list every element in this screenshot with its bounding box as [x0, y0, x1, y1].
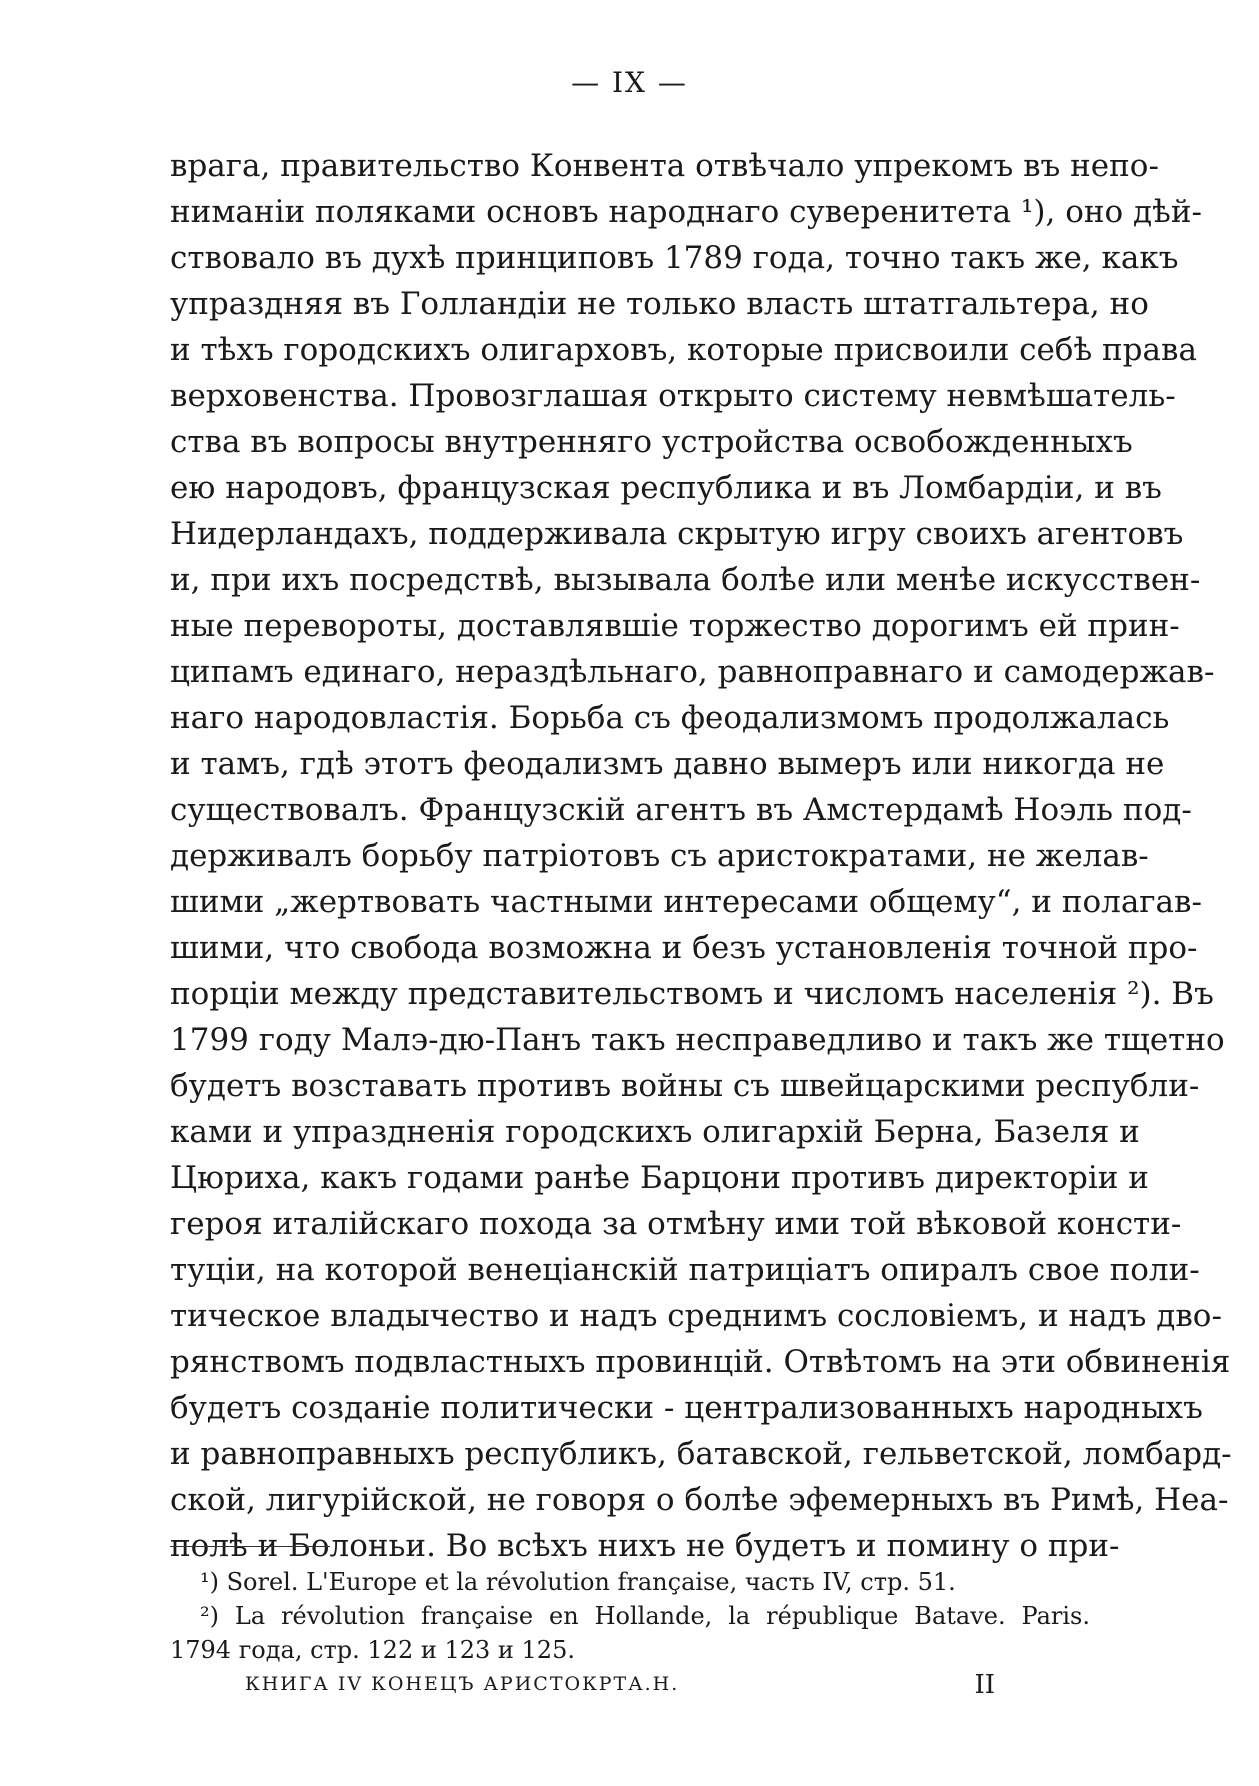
text-line: и тамъ, гдѣ этотъ феодализмъ давно вымеръ или никогда не: [170, 746, 1165, 782]
text-line: рянствомъ подвластныхъ провинцій. Отвѣтомъ на эти обвиненія: [170, 1344, 1231, 1380]
text-line: ствовало въ духѣ принциповъ 1789 года, точно такъ же, какъ: [170, 240, 1179, 276]
text-line: верховенства. Провозглашая открыто систему невмѣшатель-: [170, 378, 1176, 414]
text-line: тическое владычество и надъ среднимъ сословіемъ, и надъ дво-: [170, 1298, 1222, 1334]
text-line: ской, лигурійской, не говоря о болѣе эфемерныхъ въ Римѣ, Неа-: [170, 1482, 1229, 1518]
text-line: Нидерландахъ, поддерживала скрытую игру своихъ агентовъ: [170, 516, 1184, 552]
text-line: шими „жертвовать частными интересами общему“, и полагав-: [170, 884, 1202, 920]
footnote-1: ¹) Sorel. L'Europe et la révolution française, часть IV, стр. 51.: [200, 1568, 956, 1596]
text-line: существовалъ. Французскій агентъ въ Амстердамѣ Ноэль под-: [170, 792, 1192, 828]
text-line: порціи между представительствомъ и числомъ населенія ²). Въ: [170, 976, 1214, 1012]
sheet-number: II: [974, 1670, 995, 1700]
text-line: и тѣхъ городскихъ олигарховъ, которые присвоили себѣ права: [170, 332, 1197, 368]
text-line: Цюриха, какъ годами ранѣе Барцони противъ директоріи и: [170, 1160, 1149, 1196]
text-line: героя италійскаго похода за отмѣну ими той вѣковой консти-: [170, 1206, 1182, 1242]
text-line: наго народовластія. Борьба съ феодализмомъ продолжалась: [170, 700, 1170, 736]
footnote-divider: [170, 1546, 330, 1547]
text-line: шими, что свобода возможна и безъ установленія точной про-: [170, 930, 1198, 966]
text-line: и, при ихъ посредствѣ, вызывала болѣе или менѣе искусствен-: [170, 562, 1201, 598]
text-line: ные перевороты, доставлявшіе торжество дорогимъ ей прин-: [170, 608, 1180, 644]
page-number: — IX —: [571, 66, 688, 99]
text-line: будетъ созданіе политически - централизованныхъ народныхъ: [170, 1390, 1203, 1426]
text-line: ниманіи поляками основъ народнаго суверенитета ¹), оно дѣй-: [170, 194, 1202, 230]
signature-mark: КНИГА IV КОНЕЦЪ АРИСТОКРТА.Н.: [245, 1673, 680, 1695]
footnotes: [170, 1565, 1090, 1667]
footnote-2: ²) La révolution française en Hollande, la république Batave. Paris.: [200, 1602, 1090, 1630]
text-line: ства въ вопросы внутренняго устройства освобожденныхъ: [170, 424, 1133, 460]
text-line: ципамъ единаго, нераздѣльнаго, равноправнаго и самодержав-: [170, 654, 1215, 690]
text-line: и равноправныхъ республикъ, батавской, гельветской, ломбард-: [170, 1436, 1232, 1472]
main-text: [170, 143, 1232, 1569]
text-line: туціи, на которой венеціанскій патриціатъ опиралъ свое поли-: [170, 1252, 1200, 1288]
text-line: будетъ возставать противъ войны съ швейцарскими республи-: [170, 1068, 1200, 1104]
text-line: врага, правительство Конвента отвѣчало упрекомъ въ непо-: [170, 148, 1159, 184]
text-line: ками и упраздненія городскихъ олигархій Берна, Базеля и: [170, 1114, 1140, 1150]
text-line: держивалъ борьбу патріотовъ съ аристократами, не желав-: [170, 838, 1149, 874]
text-line: 1799 году Малэ-дю-Панъ такъ несправедливо и такъ же тщетно: [170, 1022, 1225, 1058]
footnote-2-continuation: 1794 года, стр. 122 и 123 и 125.: [170, 1636, 575, 1664]
text-line: упраздняя въ Голландіи не только власть штатгальтера, но: [170, 286, 1149, 322]
text-line: полѣ и Болоньи. Во всѣхъ нихъ не будетъ и помину о при-: [170, 1528, 1120, 1564]
text-line: ею народовъ, французская республика и въ Ломбардіи, и въ: [170, 470, 1162, 506]
